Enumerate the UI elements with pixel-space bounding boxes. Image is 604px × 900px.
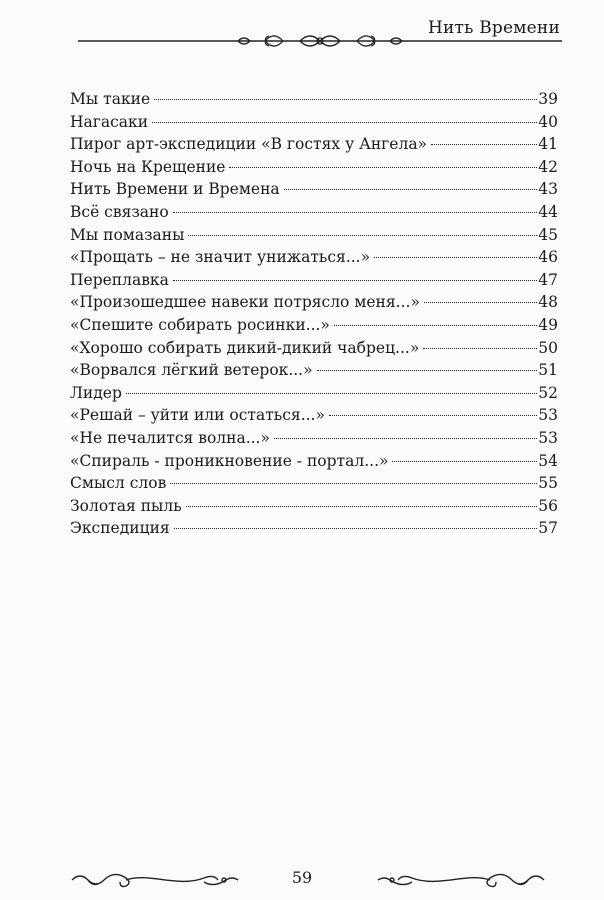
toc-leader — [317, 370, 538, 371]
toc-page: 45 — [538, 225, 558, 244]
toc-leader — [152, 122, 537, 123]
table-of-contents — [70, 88, 558, 540]
toc-title: «Прощать – не значит унижаться...» — [70, 248, 371, 267]
toc-leader — [329, 415, 537, 416]
toc-page: 51 — [538, 361, 558, 380]
toc-title: Мы такие — [70, 90, 151, 108]
toc-leader — [424, 302, 537, 303]
toc-row — [70, 178, 558, 201]
toc-page: 53 — [538, 428, 558, 447]
toc-page: 57 — [538, 519, 558, 538]
toc-row — [70, 404, 558, 427]
toc-page: 41 — [538, 135, 558, 154]
toc-leader — [173, 280, 537, 281]
toc-page: 46 — [538, 248, 558, 267]
toc-page: 52 — [538, 383, 558, 402]
footer-ornament-right-icon — [368, 868, 548, 892]
toc-row — [70, 156, 558, 179]
toc-title: Пирог арт-экспедиции «В гостях у Ангела» — [70, 135, 428, 154]
toc-leader — [284, 189, 538, 190]
toc-title: Мы помазаны — [70, 225, 185, 244]
toc-leader — [374, 257, 537, 258]
toc-title: Переплавка — [70, 270, 169, 289]
toc-page: 56 — [538, 496, 558, 515]
toc-title: Нагасаки — [70, 112, 149, 131]
toc-row — [70, 88, 558, 111]
toc-row — [70, 450, 558, 473]
toc-page: 39 — [538, 90, 558, 108]
toc-row — [70, 314, 558, 337]
toc-page: 54 — [538, 451, 558, 470]
toc-leader — [186, 506, 538, 507]
toc-page: 44 — [538, 202, 558, 221]
header-title: Нить Времени — [427, 18, 560, 38]
toc-page: 43 — [538, 180, 558, 199]
toc-leader — [392, 461, 537, 462]
toc-row — [70, 359, 558, 382]
toc-page: 40 — [538, 112, 558, 131]
toc-leader — [334, 325, 537, 326]
toc-row — [70, 382, 558, 405]
toc-row — [70, 495, 558, 518]
toc-row — [70, 472, 558, 495]
toc-leader — [170, 483, 537, 484]
toc-row — [70, 111, 558, 134]
toc-leader — [174, 528, 538, 529]
toc-leader — [274, 438, 537, 439]
toc-leader — [423, 348, 537, 349]
toc-title: «Спираль - проникновение - портал...» — [70, 451, 389, 470]
toc-row — [70, 224, 558, 247]
toc-title: «Произошедшее навеки потрясло меня...» — [70, 293, 420, 312]
toc-leader — [154, 99, 537, 100]
toc-row — [70, 427, 558, 450]
toc-row — [70, 269, 558, 292]
toc-title: Смысл слов — [70, 474, 167, 493]
toc-page: 55 — [538, 474, 558, 493]
toc-title: Ночь на Крещение — [70, 157, 226, 176]
toc-title: «Не печалится волна...» — [70, 428, 270, 447]
toc-page: 53 — [538, 406, 558, 425]
page-number: 59 — [291, 868, 313, 887]
toc-row — [70, 201, 558, 224]
toc-leader — [188, 235, 537, 236]
toc-title: «Ворвался лёгкий ветерок...» — [70, 361, 313, 380]
toc-title: Лидер — [70, 383, 122, 402]
toc-page: 49 — [538, 315, 558, 334]
toc-row — [70, 133, 558, 156]
header-ornament-icon — [78, 30, 562, 52]
toc-title: Нить Времени и Времена — [70, 180, 280, 199]
toc-page: 47 — [538, 270, 558, 289]
toc-leader — [173, 212, 538, 213]
toc-title: Экспедиция — [70, 519, 170, 538]
toc-page: 42 — [538, 157, 558, 176]
toc-page: 48 — [538, 293, 558, 312]
toc-leader — [431, 144, 537, 145]
toc-leader — [126, 393, 537, 394]
toc-title: Всё связано — [70, 202, 169, 221]
toc-leader — [229, 167, 537, 168]
toc-row — [70, 246, 558, 269]
toc-row — [70, 517, 558, 540]
toc-title: «Спешите собирать росинки...» — [70, 315, 330, 334]
toc-page: 50 — [538, 338, 558, 357]
toc-row — [70, 291, 558, 314]
toc-row — [70, 337, 558, 360]
toc-title: «Решай – уйти или остаться...» — [70, 406, 325, 425]
toc-title: «Хорошо собирать дикий-дикий чабрец...» — [70, 338, 420, 357]
toc-title: Золотая пыль — [70, 496, 182, 515]
